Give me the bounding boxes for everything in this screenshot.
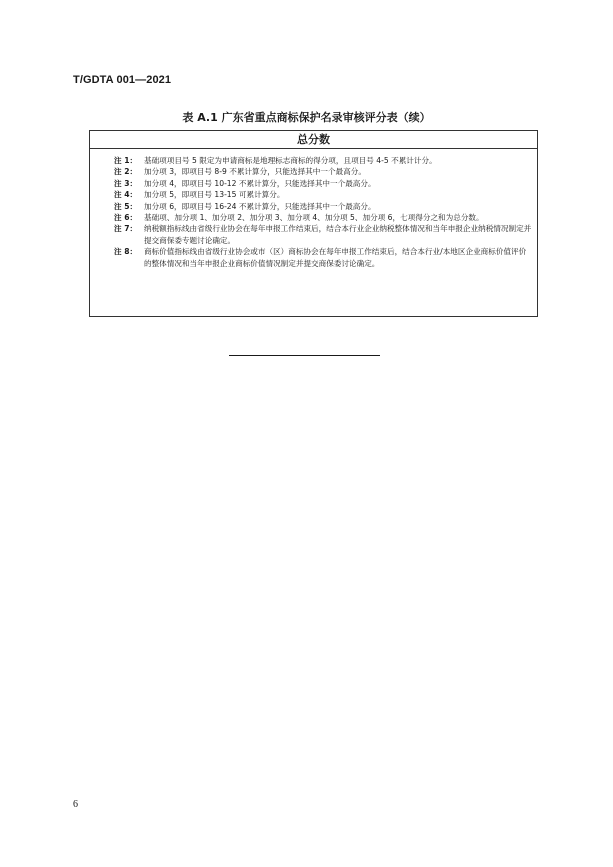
note-item <box>114 155 533 166</box>
note-item <box>114 246 533 269</box>
note-label: 注 5： <box>114 201 138 211</box>
note-item <box>114 178 533 189</box>
total-score-header: 总分数 <box>90 131 537 149</box>
score-table <box>89 130 538 317</box>
note-item <box>114 201 533 212</box>
note-label: 注 6： <box>114 213 138 223</box>
end-of-document-rule <box>229 355 380 356</box>
note-text: 基础项项目号 5 限定为申请商标是地理标志商标的得分项，且项目号 4-5 不累计计分。 <box>144 156 437 165</box>
table-title: 表 A.1 广东省重点商标保护名录审核评分表（续） <box>182 111 431 124</box>
note-item <box>114 189 533 200</box>
note-label: 注 7： <box>114 224 138 234</box>
note-text: 加分项 6，即项目号 16-24 不累计算分，只能选择其中一个最高分。 <box>144 201 376 211</box>
note-text: 商标价值指标线由省级行业协会或市（区）商标协会在每年申报工作结束后，结合本行业/本地区企业商标价值评价的整体情况和当年申报企业商标价值情况制定并提交商保委讨论确定。 <box>144 247 527 268</box>
note-item <box>114 223 533 246</box>
note-label: 注 8： <box>114 247 138 257</box>
note-text: 加分项 4，即项目号 10-12 不累计算分，只能选择其中一个最高分。 <box>144 178 376 188</box>
note-text: 加分项 5，即项目号 13-15 可累计算分。 <box>144 190 285 200</box>
document-code: T/GDTA 001—2021 <box>73 74 172 86</box>
notes-cell <box>90 149 537 269</box>
note-item <box>114 166 533 177</box>
page-number: 6 <box>73 799 78 810</box>
note-label: 注 4： <box>114 190 138 200</box>
note-label: 注 2： <box>114 167 138 177</box>
note-item <box>114 212 533 223</box>
note-text: 纳税额指标线由省级行业协会在每年申报工作结束后，结合本行业企业纳税整体情况和当年申报企业纳税情况制定并提交商保委专题讨论确定。 <box>144 224 532 245</box>
note-label: 注 3： <box>114 178 138 188</box>
note-text: 基础项、加分项 1、加分项 2、加分项 3、加分项 4、加分项 5、加分项 6，七项得分之和为总分数。 <box>144 213 484 223</box>
note-text: 加分项 3，即项目号 8-9 不累计算分，只能选择其中一个最高分。 <box>144 167 366 177</box>
note-label: 注 1： <box>114 156 138 165</box>
